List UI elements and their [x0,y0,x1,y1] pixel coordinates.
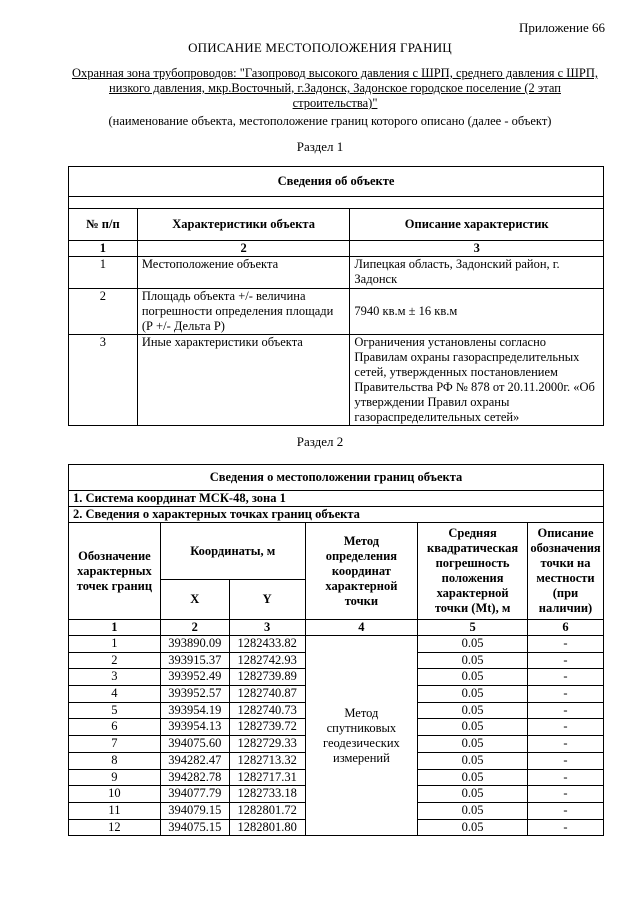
coordinate-system: 1. Система координат МСК-48, зона 1 [69,491,604,507]
row-num: 2 [69,289,138,335]
row-num: 3 [69,335,138,426]
point-description: - [528,819,604,836]
point-number: 9 [69,769,161,786]
point-x: 393954.13 [160,719,229,736]
point-number: 5 [69,702,161,719]
point-number: 1 [69,636,161,653]
col-header-description: Описание характеристик [350,209,604,241]
point-x: 393954.19 [160,702,229,719]
table-row [69,257,604,289]
col-index: 3 [350,241,604,257]
col-header-coordinates: Координаты, м [160,523,305,580]
point-error: 0.05 [418,786,528,803]
col-index: 1 [69,241,138,257]
row-characteristic: Иные характеристики объекта [137,335,350,426]
point-y: 1282729.33 [229,736,305,753]
table-title: Сведения о местоположении границ объекта [69,465,604,491]
col-index: 3 [229,620,305,636]
point-y: 1282801.80 [229,819,305,836]
point-error: 0.05 [418,769,528,786]
row-description: 7940 кв.м ± 16 кв.м [350,289,604,335]
object-caption: (наименование объекта, местоположение границ которого описано (далее - объект) [108,114,552,128]
point-y: 1282801.72 [229,802,305,819]
point-description: - [528,736,604,753]
col-index: 2 [137,241,350,257]
object-name-line: строительства)" [292,96,378,110]
col-header-x: X [160,580,229,620]
col-index: 2 [160,620,229,636]
point-x: 393890.09 [160,636,229,653]
point-number: 6 [69,719,161,736]
point-description: - [528,669,604,686]
table-row [69,636,604,653]
point-x: 394075.60 [160,736,229,753]
point-y: 1282739.72 [229,719,305,736]
point-y: 1282739.89 [229,669,305,686]
section1-heading: Раздел 1 [296,139,344,154]
point-number: 2 [69,652,161,669]
point-description: - [528,786,604,803]
document-title: ОПИСАНИЕ МЕСТОПОЛОЖЕНИЯ ГРАНИЦ [188,40,452,55]
point-description: - [528,719,604,736]
point-number: 7 [69,736,161,753]
col-index: 4 [305,620,418,636]
point-x: 394075.15 [160,819,229,836]
point-error: 0.05 [418,702,528,719]
point-description: - [528,652,604,669]
col-index: 1 [69,620,161,636]
point-x: 393952.49 [160,669,229,686]
point-y: 1282733.18 [229,786,305,803]
row-description: Липецкая область, Задонский район, г. Задонск [350,257,604,289]
col-header-point: Обозначение характерных точек границ [69,523,161,620]
point-number: 12 [69,819,161,836]
point-number: 8 [69,752,161,769]
point-x: 394079.15 [160,802,229,819]
point-number: 3 [69,669,161,686]
col-header-num: № п/п [69,209,138,241]
row-num: 1 [69,257,138,289]
col-header-method: Метод определения координат характерной точки [305,523,418,620]
point-y: 1282717.31 [229,769,305,786]
point-number: 10 [69,786,161,803]
row-description: Ограничения установлены согласно Правилам охраны газораспределительных сетей, утвержденных постановлением Правительства РФ № 878 от 20.11.2000г. «Об утверждении Правил охраны газораспределительных сетей» [350,335,604,426]
col-header-error: Средняя квадратическая погрешность положения характерной точки (Mt), м [418,523,528,620]
point-x: 394282.78 [160,769,229,786]
table-row [69,335,604,426]
point-error: 0.05 [418,802,528,819]
appendix-label: Приложение 66 [518,20,605,35]
point-description: - [528,752,604,769]
method-cell: Метод спутниковых геодезических измерений [305,636,418,836]
col-header-description: Описание обозначения точки на местности (при наличии) [528,523,604,620]
row-characteristic: Местоположение объекта [137,257,350,289]
point-error: 0.05 [418,719,528,736]
point-description: - [528,769,604,786]
points-subtitle: 2. Сведения о характерных точках границ объекта [69,507,604,523]
point-error: 0.05 [418,636,528,653]
object-name-line: низкого давления, мкр.Восточный, г.Задонск, Задонское городское поселение (2 этап [109,81,561,95]
col-header-characteristic: Характеристики объекта [137,209,350,241]
section2-heading: Раздел 2 [296,434,344,449]
point-error: 0.05 [418,652,528,669]
point-y: 1282740.73 [229,702,305,719]
point-description: - [528,802,604,819]
col-header-y: Y [229,580,305,620]
point-y: 1282742.93 [229,652,305,669]
point-description: - [528,636,604,653]
object-info-table [68,166,604,426]
point-error: 0.05 [418,752,528,769]
point-x: 394077.79 [160,786,229,803]
point-description: - [528,686,604,703]
point-y: 1282433.82 [229,636,305,653]
point-error: 0.05 [418,736,528,753]
spacer-row [69,197,604,209]
point-y: 1282740.87 [229,686,305,703]
table-row [69,289,604,335]
point-error: 0.05 [418,819,528,836]
point-x: 394282.47 [160,752,229,769]
object-name-line: Охранная зона трубопроводов: "Газопровод высокого давления с ШРП, среднего давления с ШРП, [71,66,599,80]
point-error: 0.05 [418,669,528,686]
point-description: - [528,702,604,719]
point-y: 1282713.32 [229,752,305,769]
row-characteristic: Площадь объекта +/- величина погрешности определения площади (Р +/- Дельта Р) [137,289,350,335]
col-index: 6 [528,620,604,636]
point-x: 393915.37 [160,652,229,669]
point-number: 11 [69,802,161,819]
point-x: 393952.57 [160,686,229,703]
col-index: 5 [418,620,528,636]
point-error: 0.05 [418,686,528,703]
object-name [70,66,600,111]
table-title: Сведения об объекте [69,167,604,197]
point-number: 4 [69,686,161,703]
boundary-points-table [68,464,604,836]
